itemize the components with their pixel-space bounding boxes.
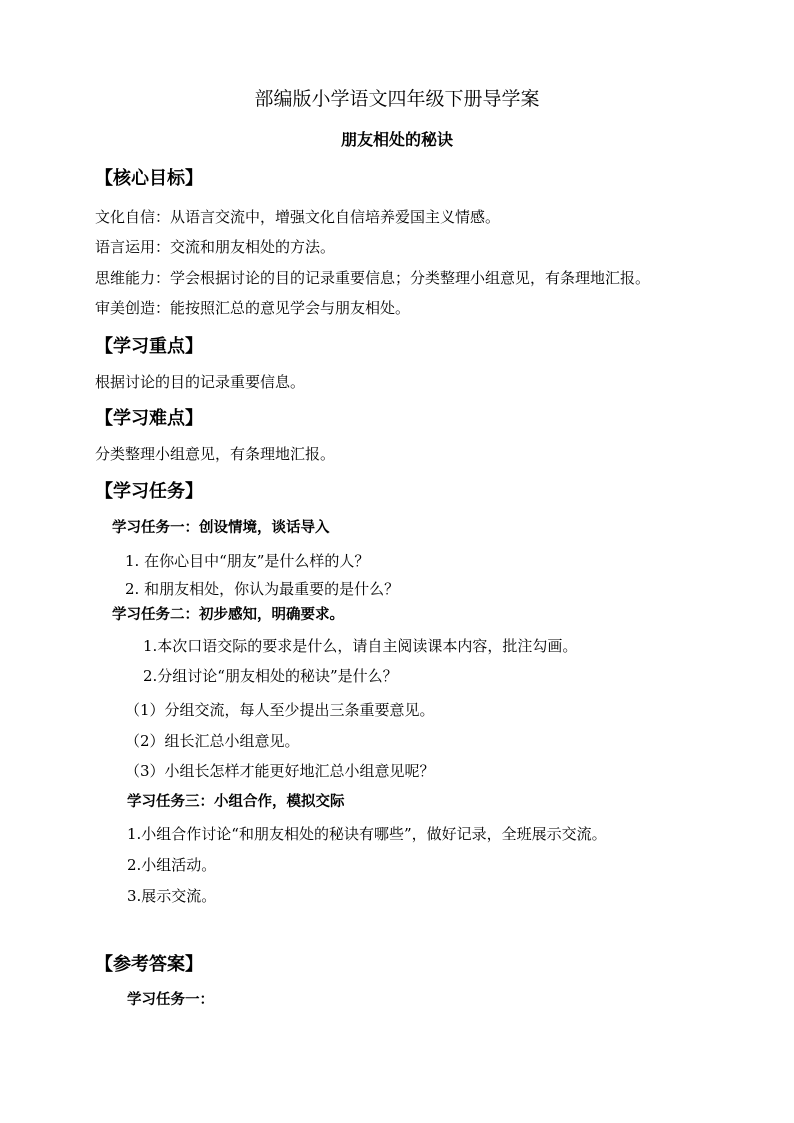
document-title: 部编版小学语文四年级下册导学案 (254, 88, 540, 110)
key-points-heading: 【学习重点】 (95, 336, 203, 357)
task2-item: 2.分组讨论“朋友相处的秘诀”是什么？ (143, 667, 398, 685)
task2-title: 学习任务二：初步感知，明确要求。 (112, 606, 344, 623)
goal-line: 审美创造：能按照汇总的意见学会与朋友相处。 (95, 299, 411, 317)
goal-line: 文化自信：从语言交流中，增强文化自信培养爱国主义情感。 (95, 208, 501, 226)
task3-item: 2.小组活动。 (127, 856, 217, 874)
task3-item: 3.展示交流。 (127, 887, 217, 905)
difficulties-heading: 【学习难点】 (95, 408, 203, 429)
answers-task1-label: 学习任务一： (127, 991, 214, 1008)
task2-subitem: （3）小组长怎样才能更好地汇总小组意见呢？ (125, 762, 435, 780)
task2-subitem: （2）组长汇总小组意见。 (125, 732, 300, 750)
task2-item: 1.本次口语交际的要求是什么，请自主阅读课本内容，批注勾画。 (143, 637, 578, 655)
tasks-heading: 【学习任务】 (95, 481, 203, 502)
goal-line: 思维能力：学会根据讨论的目的记录重要信息；分类整理小组意见，有条理地汇报。 (95, 269, 651, 287)
task2-subitem: （1）分组交流，每人至少提出三条重要意见。 (125, 701, 435, 719)
task3-title: 学习任务三：小组合作，模拟交际 (127, 793, 345, 810)
answers-heading: 【参考答案】 (95, 954, 203, 975)
goal-line: 语言运用：交流和朋友相处的方法。 (95, 238, 336, 256)
task1-title: 学习任务一：创设情境，谈话导入 (112, 519, 330, 536)
task1-item: 2. 和朋友相处，你认为最重要的是什么？ (125, 580, 400, 598)
key-points-text: 根据讨论的目的记录重要信息。 (95, 373, 306, 391)
document-subtitle: 朋友相处的秘诀 (340, 130, 453, 149)
goals-heading: 【核心目标】 (95, 168, 203, 189)
task3-item: 1.小组合作讨论“和朋友相处的秘诀有哪些”，做好记录，全班展示交流。 (127, 825, 607, 843)
difficulties-text: 分类整理小组意见，有条理地汇报。 (95, 445, 336, 463)
task1-item: 1. 在你心目中“朋友”是什么样的人？ (125, 552, 370, 570)
